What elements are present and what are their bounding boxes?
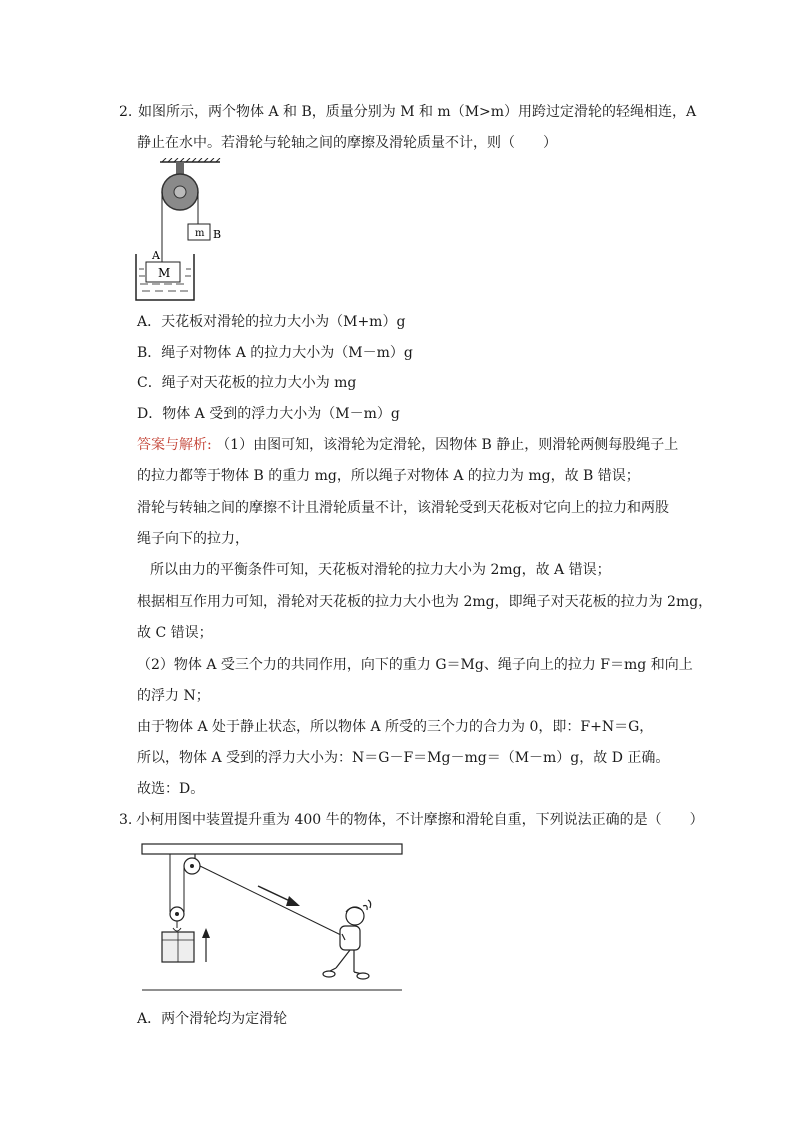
boy-figure xyxy=(323,900,371,979)
q2-option-a: A．天花板对滑轮的拉力大小为（M+m）g xyxy=(137,314,406,330)
answer-line: （2）物体 A 受三个力的共同作用，向下的重力 G＝Mg、绳子向上的拉力 F＝mg 和向上 xyxy=(137,657,693,673)
ceiling-beam xyxy=(142,844,402,854)
answer-line: 绳子向下的拉力， xyxy=(137,531,249,547)
answer-line: 故 C 错误； xyxy=(137,625,213,641)
answer-line: 由于物体 A 处于静止状态，所以物体 A 所受的三个力的合力为 0，即：F+N＝G， xyxy=(137,719,654,735)
q3-number: 3. xyxy=(119,812,133,828)
pulley-water-figure xyxy=(130,158,230,306)
answer-line-1: （1）由图可知，该滑轮为定滑轮，因物体 B 静止，则滑轮两侧每股绳子上 xyxy=(216,437,679,453)
answer-label: 答案与解析: xyxy=(137,437,212,453)
pull-rope xyxy=(200,866,343,936)
answer-line: 故选：D。 xyxy=(137,781,205,797)
answer-line: 的拉力都等于物体 B 的重力 mg，所以绳子对物体 A 的拉力为 mg，故 B 错误； xyxy=(137,468,640,484)
direction-arrow xyxy=(258,886,292,902)
q2-option-b: B．绳子对物体 A 的拉力大小为（M－m）g xyxy=(137,345,413,361)
answer-line: 所以，物体 A 受到的浮力大小为：N＝G－F＝Mg－mg＝（M－m）g，故 D 正确。 xyxy=(137,750,670,766)
q2-answer-first-line xyxy=(137,435,678,455)
q2-number: 2. xyxy=(119,104,133,120)
answer-line: 滑轮与转轴之间的摩擦不计且滑轮质量不计，该滑轮受到天花板对它向上的拉力和两股 xyxy=(137,500,669,516)
q2-stem-line1: 如图所示，两个物体 A 和 B，质量分别为 M 和 m（M>m）用跨过定滑轮的轻绳相连，A xyxy=(138,104,697,120)
label-m: m xyxy=(195,228,205,239)
q2-stem-line2: 静止在水中。若滑轮与轮轴之间的摩擦及滑轮质量不计，则（ ） xyxy=(137,135,557,151)
q3-stem: 小柯用图中装置提升重为 400 牛的物体，不计摩擦和滑轮自重，下列说法正确的是（ ） xyxy=(136,812,704,828)
label-A: A xyxy=(152,249,160,262)
q2-option-c: C．绳子对天花板的拉力大小为 mg xyxy=(137,375,357,391)
q2-option-d: D．物体 A 受到的浮力大小为（M－m）g xyxy=(137,406,400,422)
boy-pulley-figure xyxy=(140,840,405,995)
q3-option-a: A．两个滑轮均为定滑轮 xyxy=(137,1011,288,1027)
answer-line: 所以由力的平衡条件可知，天花板对滑轮的拉力大小为 2mg，故 A 错误； xyxy=(150,562,611,578)
pulley-axle xyxy=(174,186,186,198)
answer-line: 的浮力 N； xyxy=(137,688,210,704)
answer-line: 根据相互作用力可知，滑轮对天花板的拉力大小也为 2mg，即绳子对天花板的拉力为 2mg， xyxy=(137,594,713,610)
label-M: M xyxy=(158,266,171,280)
label-B: B xyxy=(213,228,222,241)
